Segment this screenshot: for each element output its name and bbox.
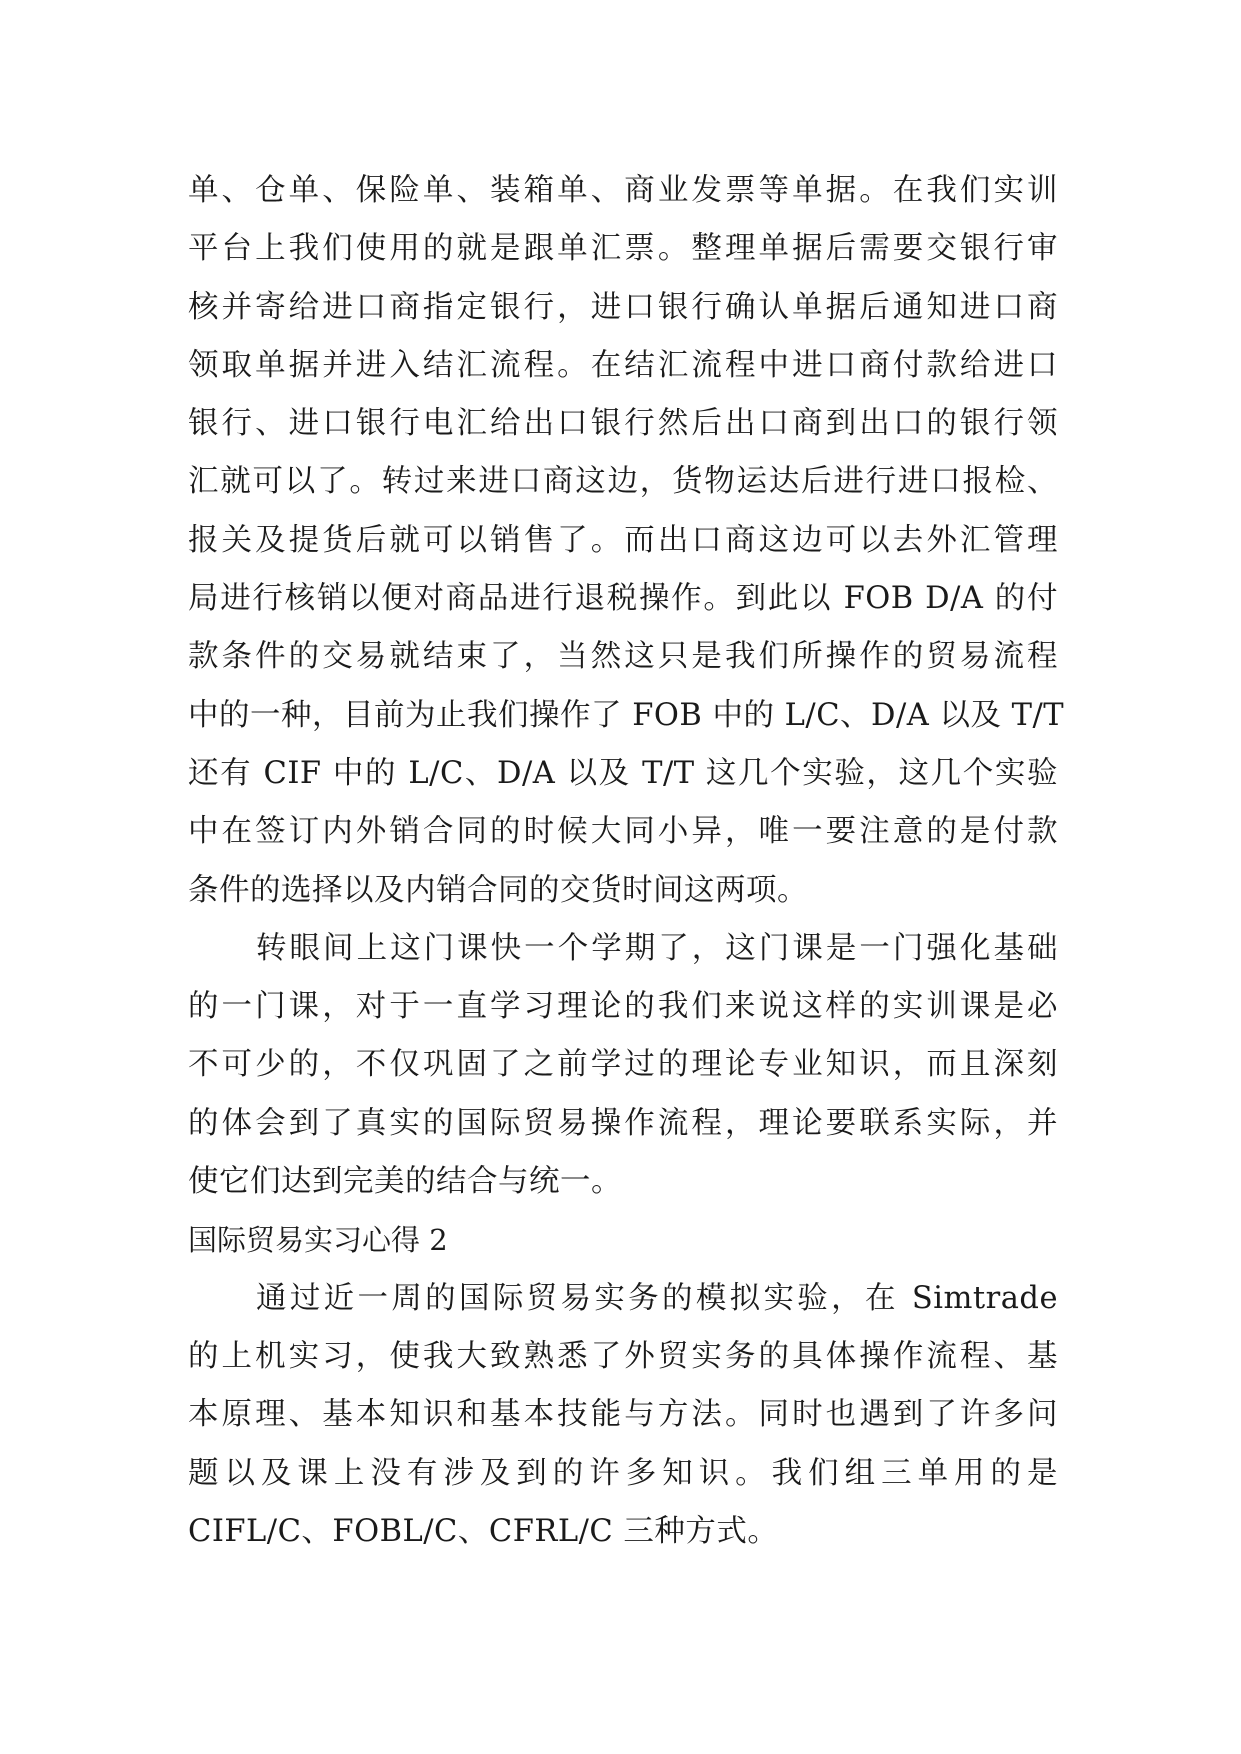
paragraph-1 bbox=[188, 162, 1065, 920]
paragraph-line: CIFL/C、FOBL/C、CFRL/C 三种方式。 bbox=[188, 1513, 779, 1549]
paragraph-line: 单、仓单、保险单、装箱单、商业发票等单据。在我们实训 bbox=[188, 173, 1058, 208]
section-heading: 国际贸易实习心得 2 bbox=[188, 1223, 448, 1258]
paragraph-line: 通过近一周的国际贸易实务的模拟实验，在 Simtrade bbox=[256, 1280, 1058, 1316]
paragraph-line: 本原理、基本知识和基本技能与方法。同时也遇到了许多问 bbox=[188, 1397, 1058, 1433]
paragraph-line: 中的一种，目前为止我们操作了 FOB 中的 L/C、D/A 以及 T/T bbox=[188, 697, 1065, 733]
paragraph-line: 转眼间上这门课快一个学期了，这门课是一门强化基础 bbox=[256, 930, 1058, 966]
paragraph-line: 款条件的交易就结束了，当然这只是我们所操作的贸易流程 bbox=[188, 639, 1058, 675]
paragraph-line: 平台上我们使用的就是跟单汇票。整理单据后需要交银行审 bbox=[188, 231, 1058, 267]
paragraph-line: 局进行核销以便对商品进行退税操作。到此以 FOB D/A 的付 bbox=[188, 581, 1058, 617]
paragraph-line: 核并寄给进口商指定银行，进口银行确认单据后通知进口商 bbox=[188, 289, 1058, 325]
paragraph-line: 报关及提货后就可以销售了。而出口商这边可以去外汇管理 bbox=[188, 522, 1058, 558]
paragraph-line: 领取单据并进入结汇流程。在结汇流程中进口商付款给进口 bbox=[188, 347, 1058, 383]
paragraph-line: 条件的选择以及内销合同的交货时间这两项。 bbox=[188, 872, 808, 908]
document-body bbox=[188, 162, 1065, 1561]
paragraph-line: 中在签订内外销合同的时候大同小异，唯一要注意的是付款 bbox=[188, 814, 1058, 850]
paragraph-line: 的一门课，对于一直学习理论的我们来说这样的实训课是必 bbox=[188, 989, 1058, 1025]
paragraph-2 bbox=[188, 920, 1058, 1211]
paragraph-line: 银行、进口银行电汇给出口银行然后出口商到出口的银行领 bbox=[188, 406, 1058, 442]
paragraph-line: 不可少的，不仅巩固了之前学过的理论专业知识，而且深刻 bbox=[188, 1047, 1058, 1083]
paragraph-line: 还有 CIF 中的 L/C、D/A 以及 T/T 这几个实验，这几个实验 bbox=[188, 755, 1058, 791]
paragraph-line: 题以及课上没有涉及到的许多知识。我们组三单用的是 bbox=[188, 1455, 1058, 1491]
paragraph-line: 汇就可以了。转过来进口商这边，货物运达后进行进口报检、 bbox=[188, 464, 1058, 500]
paragraph-line: 的体会到了真实的国际贸易操作流程，理论要联系实际，并 bbox=[188, 1105, 1058, 1141]
paragraph-line: 的上机实习，使我大致熟悉了外贸实务的具体操作流程、基 bbox=[188, 1338, 1058, 1374]
paragraph-line: 使它们达到完美的结合与统一。 bbox=[188, 1164, 622, 1200]
paragraph-3 bbox=[188, 1270, 1058, 1561]
